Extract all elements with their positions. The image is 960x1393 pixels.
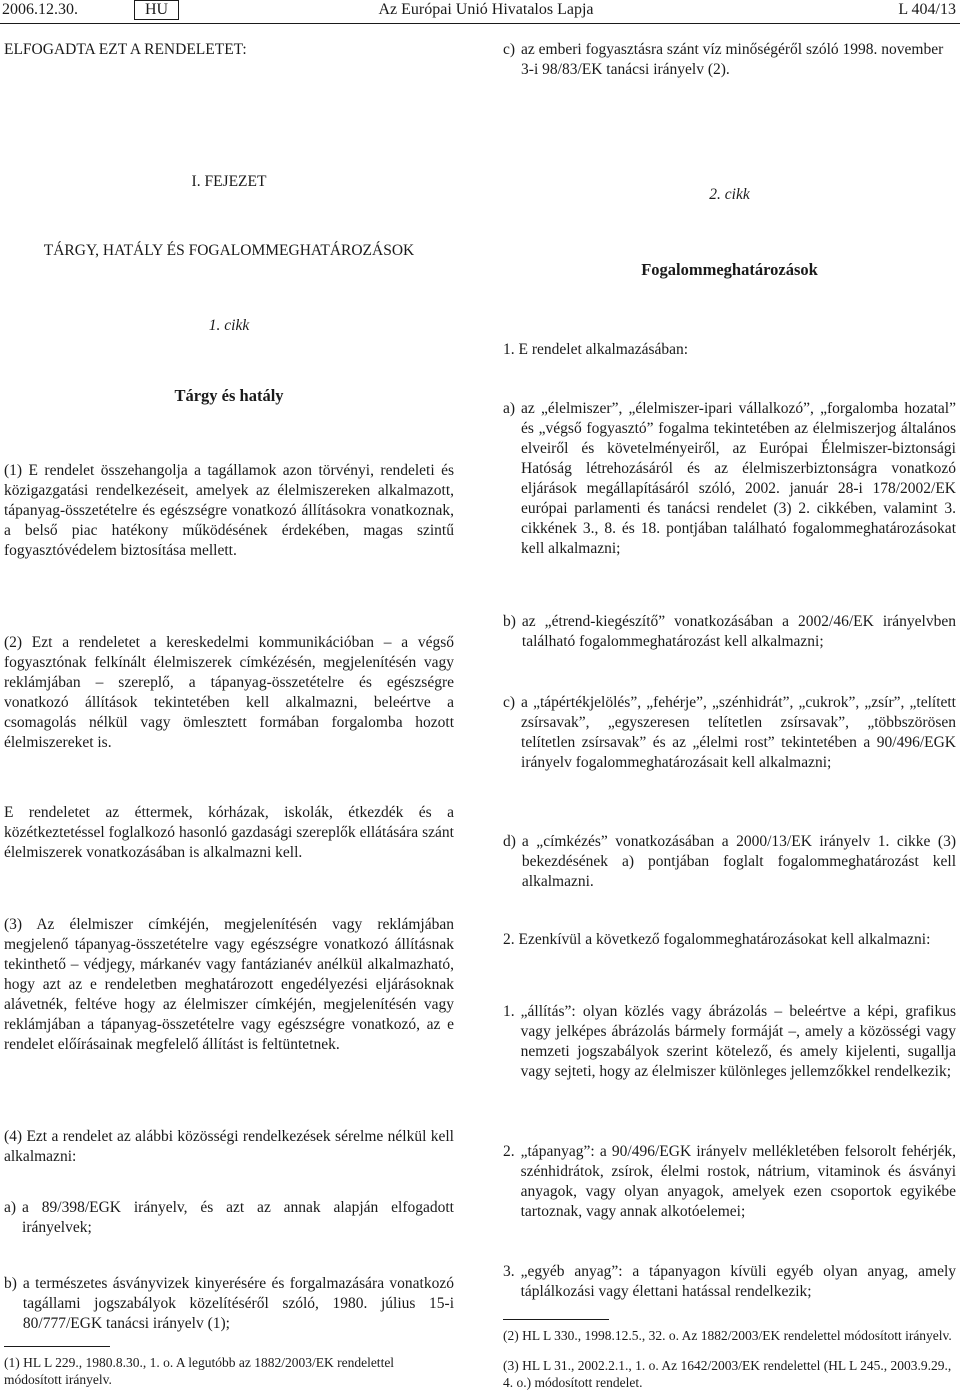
list-item-text bbox=[521, 40, 956, 80]
numbered-item-3 bbox=[503, 1262, 956, 1302]
article-2-paragraph-1: 1. E rendelet alkalmazásában: bbox=[503, 341, 689, 358]
chapter-title: TÁRGY, HATÁLY ÉS FOGALOMMEGHATÁROZÁSOK bbox=[43, 242, 415, 259]
list-item-label: 3. bbox=[503, 1263, 515, 1280]
article-1-paragraph-1: (1) E rendelet összehangolja a tagállamok azon törvényi, rendeleti és közigazgatási rendelkezéseit, amelyek az élelmiszereken alkalmazott, tápanyag-összetételre és egészségre vonatkozó állításokra vonatkoznak, a belső piac hatékony működésének érdekében, magas szintű fogyasztóvédelem biztosítása mellett. bbox=[4, 462, 454, 559]
list-item-label: 2. bbox=[503, 1143, 515, 1160]
numbered-item-2 bbox=[503, 1142, 956, 1222]
article-1-paragraph-4: (4) Ezt a rendelet az alábbi közösségi rendelkezések sérelme nélkül kell alkalmazni: bbox=[4, 1128, 454, 1165]
chapter-number: I. FEJEZET bbox=[191, 173, 267, 190]
journal-title: Az Európai Unió Hivatalos Lapja bbox=[378, 1, 594, 18]
list-item-text: „állítás”: olyan közlés vagy ábrázolás – beleértve a képi, grafikus vagy jelképes ábrázolás bármely formáját –, amely a közösségi vagy nemzeti jogszabályok szerint kötelező, és amely kijelenti, sugallja vagy sejteti, hogy az élelmiszer különleges jellemzőkkel rendelkezik; bbox=[520, 1003, 956, 1080]
article-1-paragraph-2: (2) Ezt a rendeletet a kereskedelmi kommunikációban – a végső fogyasztónak felkínált élelmiszerek címkézésén, megjelenítésén vagy reklámjában – szereplő, a tápanyag-összetételre és egészségre vonatkozó állítások tekintetében kell alkalmazni, beleértve a csomagolás nélkül vagy ömlesztett formában forgalomba hozott élelmiszereket is. bbox=[4, 634, 454, 751]
list-item-text: a „tápértékjelölés”, „fehérje”, „szénhidrát”, „cukrok”, „zsír”, „telített zsírsavak”, „egyszeresen telítetlen zsírsavak”, „többszörösen telítetlen zsírsavak” és az „élelmi rost” tekintetében a 90/496/EGK irányelv fogalommeghatározásait kell alkalmazni; bbox=[521, 694, 956, 771]
list-item-label: b) bbox=[4, 1275, 17, 1292]
definition-item-c bbox=[503, 693, 956, 773]
article-2-paragraph-2: 2. Ezenkívül a következő fogalommeghatározásokat kell alkalmazni: bbox=[503, 931, 931, 948]
list-item-text bbox=[23, 1274, 454, 1334]
list-item-label: a) bbox=[503, 400, 516, 417]
list-item-text: az „élelmiszer”, „élelmiszer-ipari vállalkozó”, „forgalomba hozatal” és „végső fogyasztó” fogalma tekintetében az élelmiszerjog általános elveiről és követelményeiről, az Európai Élelmiszer-biztonsági Hatóság létrehozásáról és az élelmiszerbiztonságra vonatkozó eljárások megállapításáról szóló, 2002. január 28-i 178/2002/EK európai parlamenti és tanácsi rendelet (3) 2. cikkében, valamint 3. cikkének 3., 8. és 18. pontjában található fogalommeghatározásokat kell alkalmazni; bbox=[521, 400, 956, 557]
header-rule bbox=[0, 23, 960, 24]
definition-item-a bbox=[503, 399, 956, 559]
article-2-number: 2. cikk bbox=[709, 186, 750, 203]
list-item-text: a 89/398/EGK irányelv, és azt az annak alapján elfogadott irányelvek; bbox=[22, 1199, 454, 1236]
article-1-paragraph-2-sub: E rendeletet az éttermek, kórházak, iskolák, étkezdék és a közétkeztetéssel foglalkozó hasonló gazdasági szereplők ellátására szánt élelmiszerek vonatkozásában is alkalmazni kell. bbox=[4, 804, 454, 861]
numbered-item-1 bbox=[503, 1002, 956, 1082]
footnote-reference: (2). bbox=[707, 61, 730, 78]
language-code-box: HU bbox=[134, 0, 179, 20]
list-item-c bbox=[503, 40, 956, 80]
article-1-number: 1. cikk bbox=[208, 317, 250, 334]
footnote-3: (3) HL L 31., 2002.2.1., 1. o. Az 1642/2003/EK rendelettel (HL L 245., 2003.9.29., 4. o.) módosított rendelet. bbox=[503, 1358, 952, 1390]
list-item-label: d) bbox=[503, 833, 516, 850]
list-item-label: c) bbox=[503, 41, 516, 58]
article-1-paragraph-3: (3) Az élelmiszer címkéjén, megjelenítésén vagy reklámjában megjelenő tápanyag-összetételre vagy egészségre vonatkozó állításnak tekinthető – védjegy, márkanév vagy fantázianév anélkül alkalmazható, hogy azt az e rendeletben meghatározott engedélyezési eljárásoknak alávetnék, feltéve hogy az élelmiszer címkéjén, megjelenítésén vagy reklámjában a tápanyag-összetételre vagy egészségre vonatkozó, az e rendelet előírásainak megfelelő állítást is feltüntetnek. bbox=[4, 916, 454, 1053]
publication-date: 2006.12.30. bbox=[2, 1, 78, 18]
list-item-label: c) bbox=[503, 694, 516, 711]
footnote-rule bbox=[4, 1346, 110, 1347]
list-item-body: a természetes ásványvizek kinyerésére és forgalmazására vonatkozó tagállami jogszabályok közelítéséről szóló, 1980. július 15-i 80/777/EGK tanácsi irányelv bbox=[22, 1275, 454, 1332]
list-item-body: az emberi fogyasztásra szánt víz minőségéről szóló 1998. november 3-i 98/83/EK tanácsi irányelv bbox=[521, 41, 944, 78]
list-item-label: a) bbox=[4, 1199, 17, 1216]
footnote-2: (2) HL L 330., 1998.12.5., 32. o. Az 1882/2003/EK rendelettel módosított irányelv. bbox=[503, 1328, 952, 1343]
list-item-text: „egyéb anyag”: a tápanyagon kívüli egyéb olyan anyag, amely táplálkozási vagy élettani hatással rendelkezik; bbox=[520, 1263, 956, 1300]
footnote-reference: (1); bbox=[207, 1315, 230, 1332]
article-2-title: Fogalommeghatározások bbox=[641, 260, 818, 279]
page-header bbox=[0, 0, 960, 22]
article-1-title: Tárgy és hatály bbox=[174, 386, 284, 405]
footnote-rule bbox=[503, 1319, 609, 1320]
adopted-statement: ELFOGADTA EZT A RENDELETET: bbox=[4, 41, 247, 58]
list-item-text: az „étrend-kiegészítő” vonatkozásában a 2002/46/EK irányelvben található fogalommeghatározást kell alkalmazni; bbox=[521, 613, 956, 650]
list-item-text: „tápanyag”: a 90/496/EGK irányelv mellékletében felsorolt fehérjék, szénhidrátok, zsírok, élelmi rostok, nátrium, vitaminok és ásványi anyagok, vagy olyan anyagok, amelyek ezen csoportok egyikébe tartoznak, vagy annak alkotóelemei; bbox=[520, 1143, 956, 1220]
page-reference: L 404/13 bbox=[898, 1, 956, 18]
footnote-1: (1) HL L 229., 1980.8.30., 1. o. A legutóbb az 1882/2003/EK rendelettel módosított irányelv. bbox=[4, 1355, 395, 1387]
list-item-label: 1. bbox=[503, 1003, 515, 1020]
definition-item-d bbox=[503, 832, 956, 892]
list-item-b bbox=[4, 1274, 454, 1334]
list-item-label: b) bbox=[503, 613, 516, 630]
list-item-a bbox=[4, 1198, 454, 1238]
definition-item-b bbox=[503, 612, 956, 652]
list-item-text: a „címkézés” vonatkozásában a 2000/13/EK irányelv 1. cikke (3) bekezdésének a) pontjában foglalt fogalommeghatározást kell alkalmazni. bbox=[521, 833, 956, 890]
